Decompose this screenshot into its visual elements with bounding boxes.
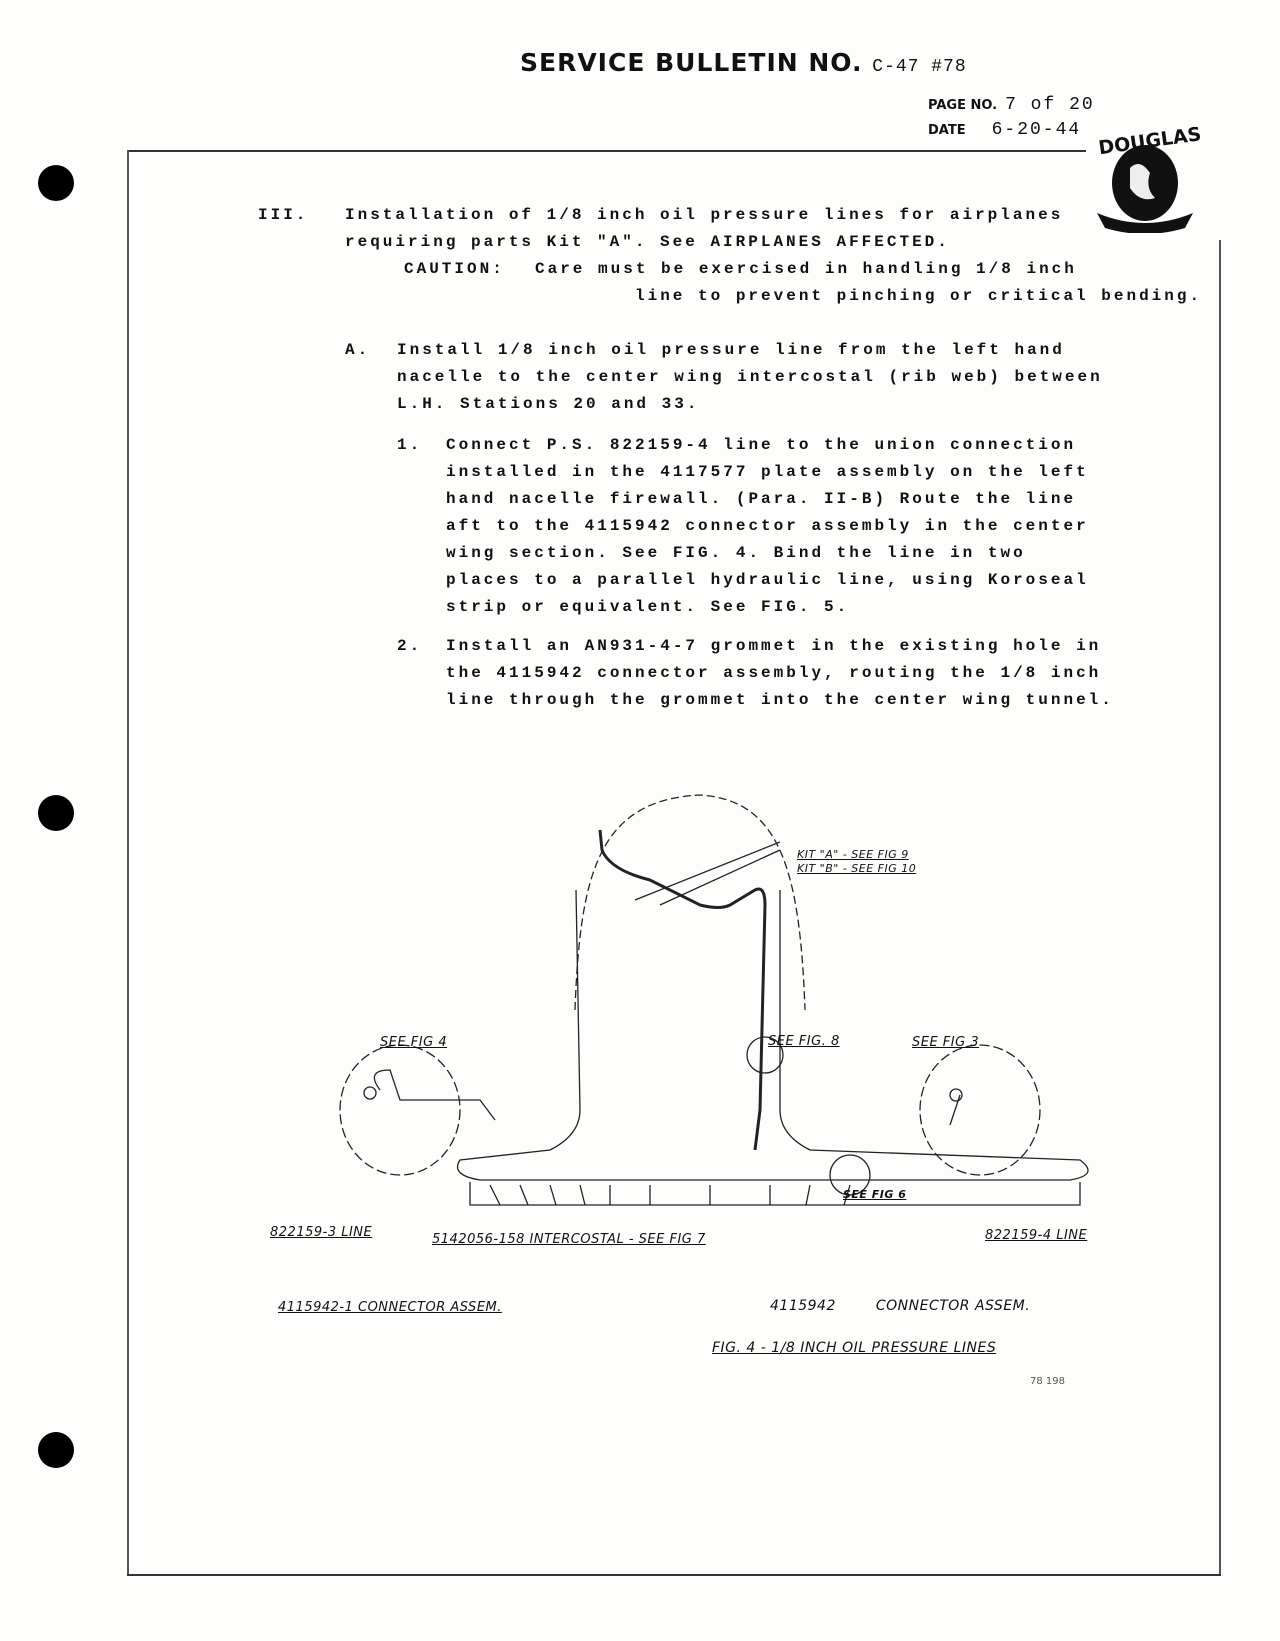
- caution-text: Care must be exercised in handling 1/8 inch line to prevent pinching or critical bending.: [535, 260, 1203, 305]
- label-line-right: 822159-4 LINE: [985, 1228, 1088, 1243]
- douglas-logo: [1085, 108, 1210, 233]
- caution-label: CAUTION:: [404, 260, 505, 278]
- svg-text:DOUGLAS: DOUGLAS: [1097, 123, 1203, 160]
- step-1-marker: 1.: [397, 436, 423, 454]
- figure-caption: FIG. 4 - 1/8 INCH OIL PRESSURE LINES: [712, 1340, 997, 1356]
- figure-reference: 78 198: [1030, 1376, 1065, 1387]
- page-number: PAGE NO. 7 of 20: [928, 95, 1095, 115]
- bulletin-title: SERVICE BULLETIN NO. C-47 #78: [520, 48, 967, 77]
- date: DATE 6-20-44: [928, 120, 1082, 140]
- label-line-left: 822159-3 LINE: [270, 1225, 373, 1240]
- step-2-text: Install an AN931-4-7 grommet in the existing hole in the 4115942 connector assembly, routing the 1/8 inch line through the grommet into the center wing tunnel.: [446, 637, 1114, 709]
- border-bottom: [127, 1574, 1221, 1576]
- step-2-marker: 2.: [397, 637, 423, 655]
- section-number: III.: [258, 206, 309, 224]
- label-see-fig-4: SEE FIG 4: [380, 1035, 448, 1050]
- section-text: Installation of 1/8 inch oil pressure lines for airplanes requiring parts Kit "A". See AIRPLANES AFFECTED.: [345, 206, 1064, 251]
- step-1-text: Connect P.S. 822159-4 line to the union connection installed in the 4117577 plate assembly on the left hand nacelle firewall. (Para. II-B) Route the line aft to the 4115942 connector assembly in the center wing section. See FIG. 4. Bind the line in two places to a parallel hydraulic line, using Koroseal strip or equivalent. See FIG. 5.: [446, 436, 1089, 616]
- bulletin-number: C-47 #78: [872, 57, 967, 77]
- step-a-marker: A.: [345, 341, 371, 359]
- label-see-fig-6: SEE FIG 6: [843, 1188, 907, 1201]
- punch-hole: [38, 165, 74, 201]
- border-right: [1219, 240, 1221, 1575]
- step-a-text: Install 1/8 inch oil pressure line from the left hand nacelle to the center wing intercostal (rib web) between L.H. Stations 20 and 33.: [397, 341, 1103, 413]
- label-connector-left: 4115942-1 CONNECTOR ASSEM.: [278, 1300, 502, 1315]
- label-see-fig-8: SEE FIG. 8: [768, 1034, 840, 1049]
- border-left: [127, 150, 129, 1575]
- punch-hole: [38, 795, 74, 831]
- label-kit-b: KIT "B" - SEE FIG 10: [797, 862, 917, 875]
- punch-hole: [38, 1432, 74, 1468]
- header-rule: [128, 150, 1086, 152]
- label-connector-right: 4115942 CONNECTOR ASSEM.: [770, 1298, 1031, 1314]
- label-see-fig-3: SEE FIG 3: [912, 1035, 980, 1050]
- label-intercostal: 5142056-158 INTERCOSTAL - SEE FIG 7: [432, 1232, 706, 1247]
- label-kit-a: KIT "A" - SEE FIG 9: [797, 848, 909, 861]
